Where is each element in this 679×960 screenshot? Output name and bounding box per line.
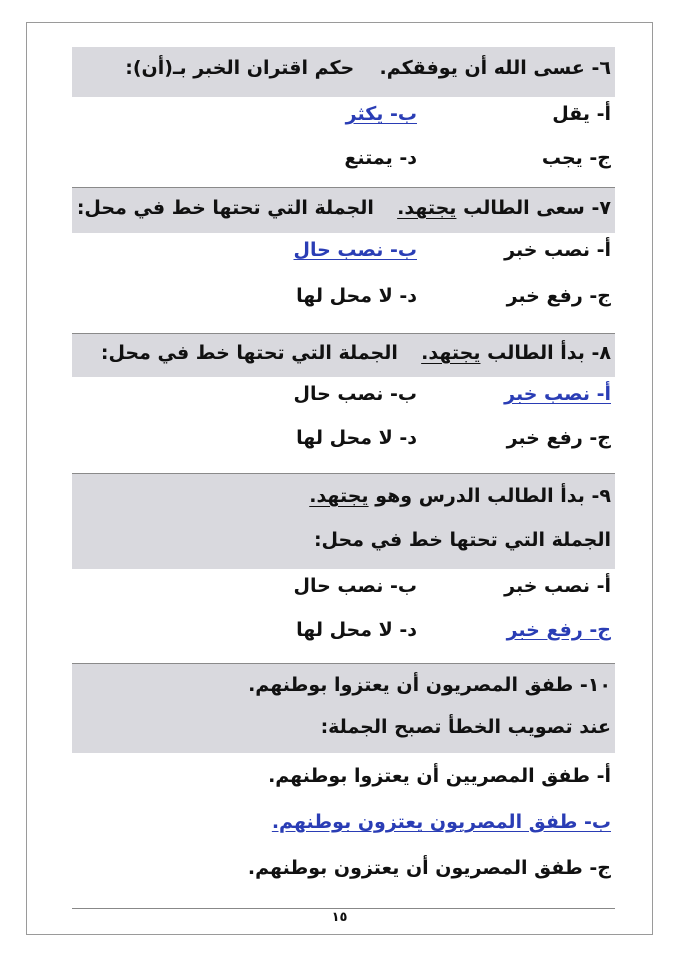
question-8-option-c[interactable]: ج- رفع خبر: [506, 427, 611, 449]
question-9-option-d[interactable]: د- لا محل لها: [296, 619, 417, 641]
question-10-prompt: عند تصويب الخطأ تصبح الجملة:: [320, 716, 611, 738]
question-9-options: [72, 569, 615, 663]
question-7-underlined: يجتهد.: [397, 197, 457, 219]
question-10-option-a[interactable]: أ- طفق المصريين أن يعتزوا بوطنهم.: [268, 765, 611, 787]
question-8-prompt: الجملة التي تحتها خط في محل:: [100, 342, 398, 364]
question-7-option-b[interactable]: ب- نصب حال: [293, 239, 417, 261]
page-content: [72, 47, 615, 893]
question-6-header: [72, 47, 615, 97]
question-9-prompt: الجملة التي تحتها خط في محل:: [313, 529, 611, 551]
question-6-prompt: حكم اقتران الخبر بـ(أن):: [125, 57, 355, 79]
question-8-option-d[interactable]: د- لا محل لها: [296, 427, 417, 449]
question-9-option-a[interactable]: أ- نصب خبر: [504, 575, 611, 597]
question-6-option-c[interactable]: ج- يجب: [541, 147, 611, 169]
question-10-options: [72, 753, 615, 893]
question-8-option-a[interactable]: أ- نصب خبر: [504, 383, 611, 405]
question-6-number: ٦-: [591, 57, 611, 79]
question-6-option-b[interactable]: ب- يكثر: [345, 103, 417, 125]
question-8-header: [72, 333, 615, 377]
question-10-prompt-line: [72, 708, 611, 752]
question-10-sentence-line: [72, 664, 611, 708]
page-number: ١٥: [331, 910, 348, 925]
question-6-sentence: عسى الله أن يوفقكم.: [379, 57, 585, 79]
question-10-option-b[interactable]: ب- طفق المصريون يعتزون بوطنهم.: [271, 811, 611, 833]
question-6-option-a[interactable]: أ- يقل: [552, 103, 611, 125]
question-8-sentence: بدأ الطالب: [487, 342, 585, 364]
question-7-header: [72, 187, 615, 233]
question-9-sentence-line: [72, 474, 611, 520]
question-10-header: [72, 663, 615, 753]
question-7-number: ٧-: [591, 197, 611, 219]
question-10-sentence: طفق المصريون أن يعتزوا بوطنهم.: [248, 674, 574, 696]
question-9-underlined: يجتهد.: [309, 485, 369, 507]
footer-divider: [72, 908, 615, 909]
question-9-option-c[interactable]: ج- رفع خبر: [506, 619, 611, 641]
question-9-number: ٩-: [591, 485, 611, 507]
question-9-prompt-line: [72, 520, 611, 566]
question-7-option-d[interactable]: د- لا محل لها: [296, 285, 417, 307]
question-9-header: [72, 473, 615, 569]
question-6-options: [72, 97, 615, 187]
question-8-number: ٨-: [591, 342, 611, 364]
question-9-option-b[interactable]: ب- نصب حال: [293, 575, 417, 597]
question-8-options: [72, 377, 615, 473]
question-10-number: ١٠-: [579, 674, 611, 696]
question-9-sentence: بدأ الطالب الدرس وهو: [375, 485, 585, 507]
question-7-option-c[interactable]: ج- رفع خبر: [506, 285, 611, 307]
question-10-option-c[interactable]: ج- طفق المصريون أن يعتزون بوطنهم.: [247, 857, 611, 879]
question-8-option-b[interactable]: ب- نصب حال: [293, 383, 417, 405]
question-7-option-a[interactable]: أ- نصب خبر: [504, 239, 611, 261]
question-6-option-d[interactable]: د- يمتنع: [344, 147, 417, 169]
question-7-sentence: سعى الطالب: [463, 197, 585, 219]
question-7-prompt: الجملة التي تحتها خط في محل:: [76, 197, 374, 219]
question-8-underlined: يجتهد.: [421, 342, 481, 364]
question-7-options: [72, 233, 615, 333]
